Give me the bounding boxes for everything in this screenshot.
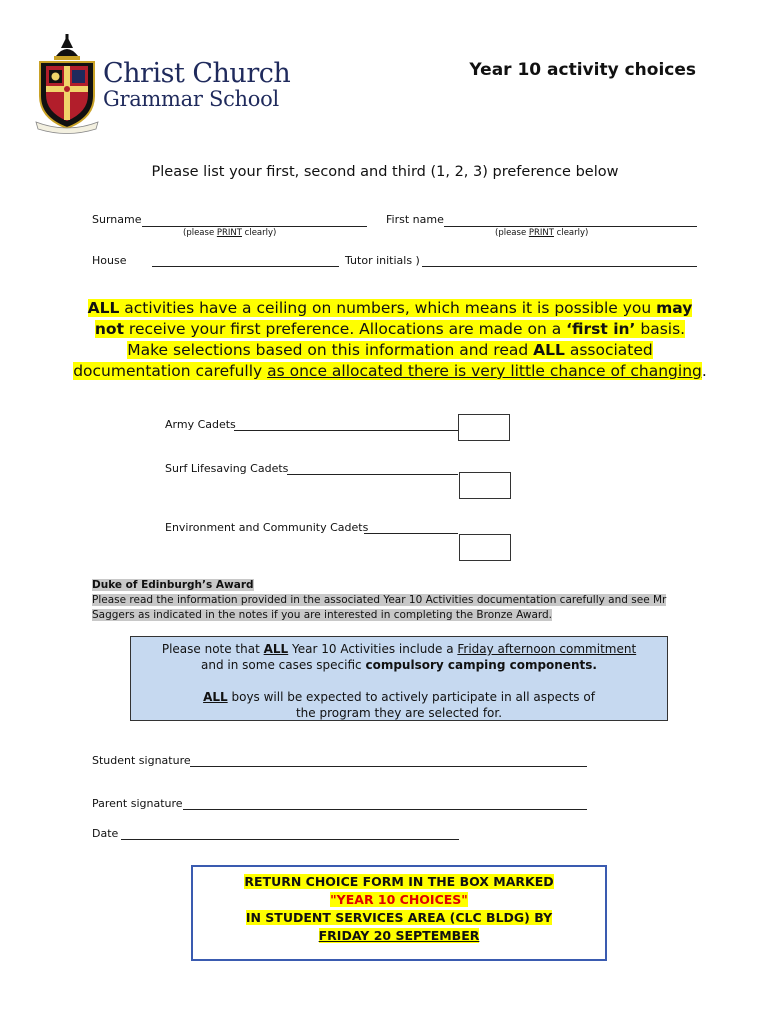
house-field[interactable]: [152, 266, 339, 267]
school-name: [103, 60, 290, 110]
document-title: Year 10 activity choices: [469, 60, 696, 80]
date-label: Date: [92, 827, 119, 840]
parent-signature-field[interactable]: [183, 809, 587, 810]
return-instructions-box: [191, 865, 607, 961]
activity-line-army-cadets: [234, 430, 458, 431]
allocation-notice: ALL activities have a ceiling on numbers, which means it is possible you may not receive your first preference. Allocations are made on a ‘first in’ basis. Make selections based on this information and read ALL associated documentation carefully as once allocated there is very little chance of changing.: [73, 299, 707, 380]
house-label: House: [92, 254, 127, 267]
return-line4: FRIDAY 20 SEPTEMBER: [318, 928, 480, 943]
activity-line-environment-community: [364, 533, 458, 534]
return-line1: RETURN CHOICE FORM IN THE BOX MARKED: [244, 874, 554, 889]
surname-print-hint: (please PRINT clearly): [183, 228, 277, 238]
preference-box-army-cadets[interactable]: [458, 414, 510, 441]
doe-line1: Please read the information provided in the associated Year 10 Activities documentation carefully and see Mr: [92, 594, 667, 606]
friday-commitment-notice: Please note that ALL Year 10 Activities include a Friday afternoon commitment and in some cases specific compulsory camping components. ALL boys will be expected to actively participate in all aspects of the program they are selected for.: [130, 636, 668, 721]
tutor-initials-label: Tutor initials ): [345, 254, 420, 267]
student-signature-field[interactable]: [190, 766, 587, 767]
duke-of-edinburgh-section: [92, 578, 692, 623]
activity-label-surf-lifesaving: Surf Lifesaving Cadets: [165, 462, 289, 475]
activity-line-surf-lifesaving: [287, 474, 458, 475]
doe-line2: Saggers as indicated in the notes if you are interested in completing the Bronze Award.: [92, 609, 553, 621]
parent-signature-label: Parent signature: [92, 797, 183, 810]
doe-title: Duke of Edinburgh’s Award: [92, 579, 254, 591]
activity-label-environment-community: Environment and Community Cadets: [165, 521, 369, 534]
preference-box-surf-lifesaving[interactable]: [459, 472, 511, 499]
first-name-field[interactable]: [444, 226, 697, 227]
school-name-line1: Christ Church: [103, 58, 291, 89]
first-name-label: First name: [386, 213, 444, 226]
instruction-text: Please list your first, second and third (1, 2, 3) preference below: [151, 164, 619, 180]
school-name-line2: Grammar School: [103, 87, 279, 111]
return-line2: "YEAR 10 CHOICES": [330, 892, 468, 907]
tutor-initials-field[interactable]: [422, 266, 697, 267]
return-line3: IN STUDENT SERVICES AREA (CLC BLDG) BY: [245, 910, 553, 925]
preference-box-environment-community[interactable]: [459, 534, 511, 561]
student-signature-label: Student signature: [92, 754, 191, 767]
school-crest-icon: [34, 34, 100, 134]
activity-label-army-cadets: Army Cadets: [165, 418, 236, 431]
surname-field[interactable]: [142, 226, 367, 227]
date-field[interactable]: [121, 839, 459, 840]
surname-label: Surname: [92, 213, 142, 226]
first-name-print-hint: (please PRINT clearly): [495, 228, 589, 238]
